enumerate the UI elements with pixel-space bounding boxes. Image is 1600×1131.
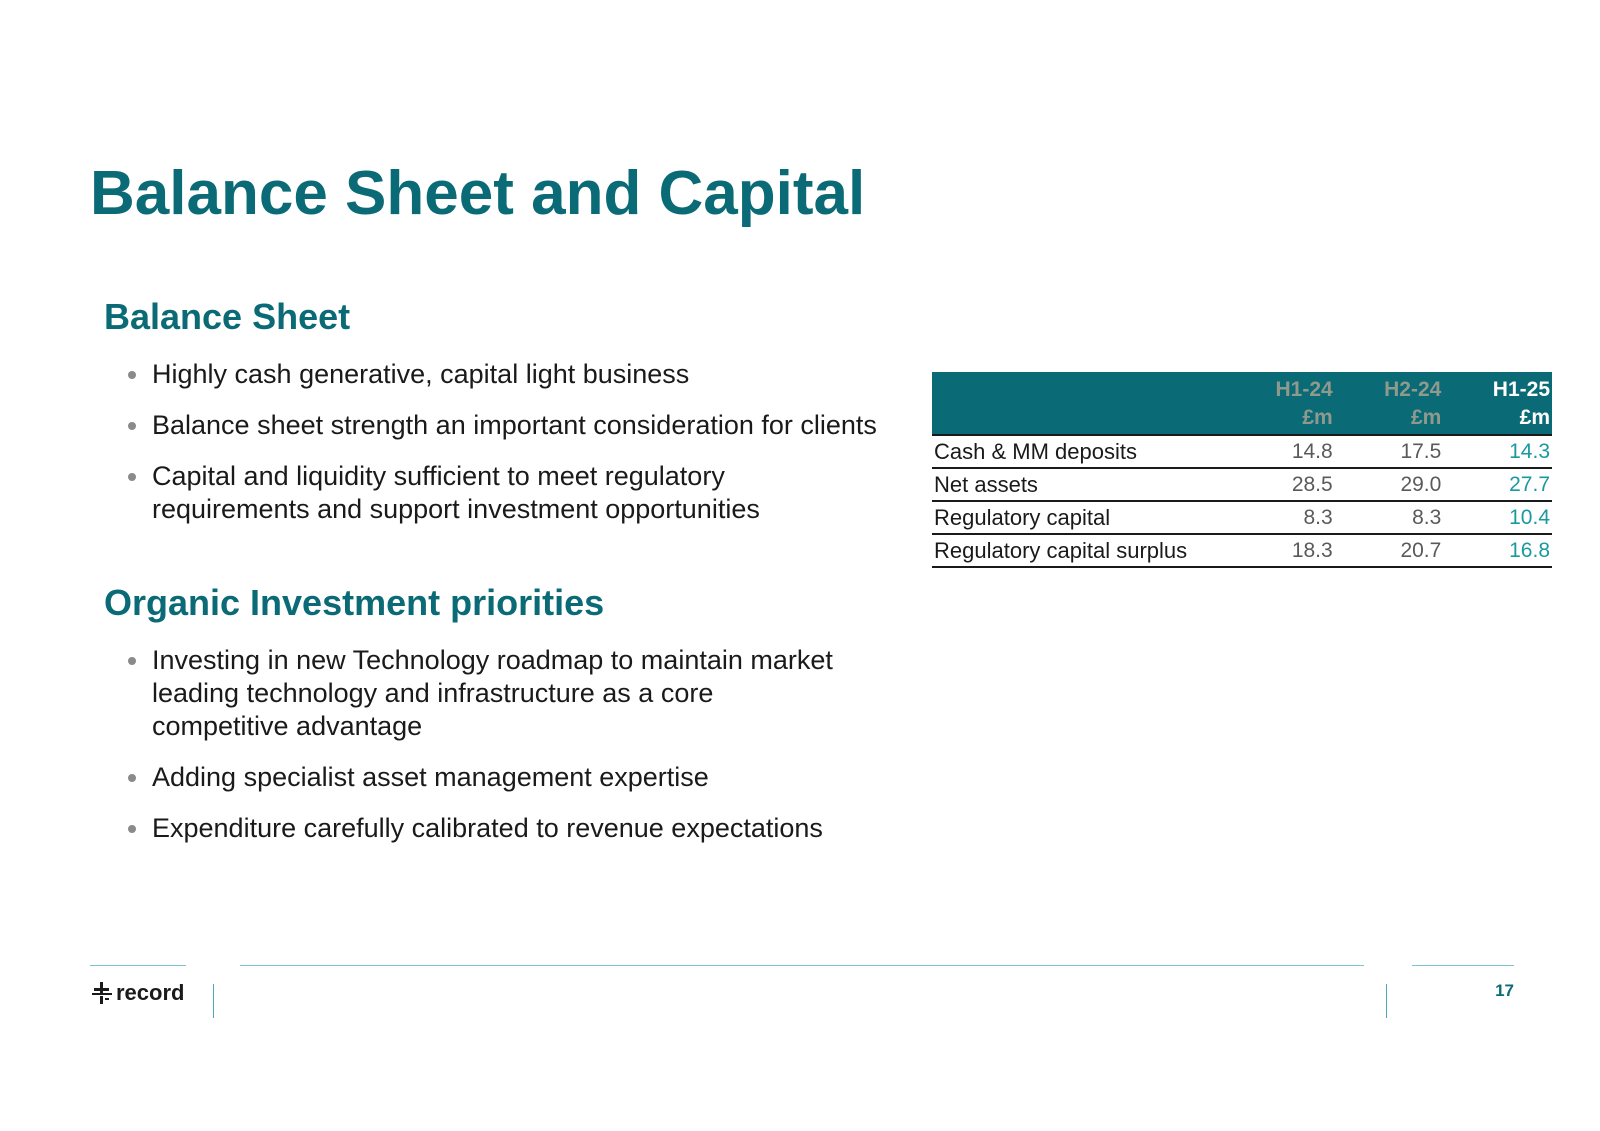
footer-rule-center xyxy=(240,965,1364,966)
record-logo-icon xyxy=(90,981,114,1005)
table-row xyxy=(932,468,1552,501)
row-label: Cash & MM deposits xyxy=(932,435,1230,468)
bullet-icon xyxy=(128,371,136,379)
bullet-text: Highly cash generative, capital light business xyxy=(152,359,690,389)
table-row xyxy=(932,435,1552,468)
bullet-text: Adding specialist asset management expertise xyxy=(152,762,709,792)
table-header-label xyxy=(932,372,1230,435)
table-cell: 10.4 xyxy=(1443,501,1552,534)
organic-investment-heading: Organic Investment priorities xyxy=(104,582,605,623)
table-header-h2-24: H2-24 £m xyxy=(1335,372,1444,435)
list-item xyxy=(128,460,888,526)
bullet-icon xyxy=(128,657,136,665)
table-cell: 14.3 xyxy=(1443,435,1552,468)
table-row xyxy=(932,534,1552,567)
record-logo xyxy=(90,980,184,1006)
bullet-text: Capital and liquidity sufficient to meet regulatory requirements and support investment opportunities xyxy=(152,461,760,524)
list-item xyxy=(128,409,888,442)
footer-rule-left xyxy=(90,965,186,966)
footer-divider-right xyxy=(1386,984,1387,1018)
table-cell: 28.5 xyxy=(1230,468,1335,501)
table-cell: 18.3 xyxy=(1230,534,1335,567)
bullet-text: Balance sheet strength an important consideration for clients xyxy=(152,410,877,440)
table-cell: 16.8 xyxy=(1443,534,1552,567)
table-cell: 14.8 xyxy=(1230,435,1335,468)
bullet-icon xyxy=(128,422,136,430)
bullet-icon xyxy=(128,774,136,782)
table-row xyxy=(932,501,1552,534)
row-label: Net assets xyxy=(932,468,1230,501)
slide-title: Balance Sheet and Capital xyxy=(90,159,866,228)
row-label: Regulatory capital surplus xyxy=(932,534,1230,567)
table-cell: 8.3 xyxy=(1335,501,1444,534)
list-item xyxy=(128,358,888,391)
table-cell: 8.3 xyxy=(1230,501,1335,534)
row-label: Regulatory capital xyxy=(932,501,1230,534)
table-cell: 20.7 xyxy=(1335,534,1444,567)
logo-text: record xyxy=(116,980,185,1005)
table-header-h1-25: H1-25 £m xyxy=(1443,372,1552,435)
table-header-row xyxy=(932,372,1552,435)
balance-sheet-bullet-list xyxy=(128,358,888,544)
table-cell: 29.0 xyxy=(1335,468,1444,501)
page-number: 17 xyxy=(1495,981,1514,1000)
list-item xyxy=(128,761,848,794)
table-cell: 17.5 xyxy=(1335,435,1444,468)
bullet-icon xyxy=(128,473,136,481)
footer-rule-right xyxy=(1412,965,1514,966)
organic-investment-bullet-list xyxy=(128,644,848,863)
footer-divider-left xyxy=(213,984,214,1018)
list-item xyxy=(128,812,848,845)
balance-sheet-table xyxy=(932,372,1552,568)
list-item xyxy=(128,644,848,743)
table-header-h1-24: H1-24 £m xyxy=(1230,372,1335,435)
bullet-icon xyxy=(128,825,136,833)
bullet-text: Investing in new Technology roadmap to maintain market leading technology and infrastructure as a core competitive advantage xyxy=(152,645,833,741)
table-cell: 27.7 xyxy=(1443,468,1552,501)
bullet-text: Expenditure carefully calibrated to revenue expectations xyxy=(152,813,823,843)
balance-sheet-heading: Balance Sheet xyxy=(104,296,351,337)
